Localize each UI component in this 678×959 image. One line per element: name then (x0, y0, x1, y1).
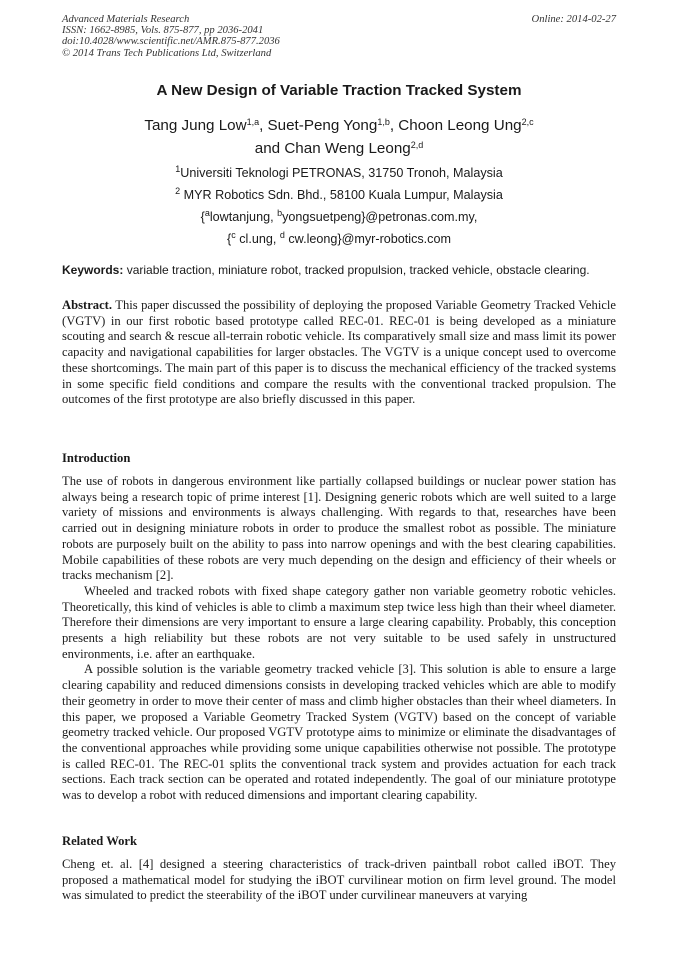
affil-number: 1 (175, 164, 181, 174)
abstract-paragraph (62, 298, 616, 408)
author-conjunction: and (254, 139, 285, 157)
paragraph: Cheng et. al. [4] designed a steering characteristics of track-driven paintball robot called iBOT. They proposed a mathematical model for studying the iBOT curvilinear motion on firm level ground. The model was simulated to predict the steerability of the iBOT under curvilinear maneuvers at varying (62, 857, 616, 903)
introduction-body (62, 474, 616, 804)
affiliation-1 (0, 162, 678, 184)
abstract-label: Abstract. (62, 298, 113, 312)
author-affil-mark: 2,c (521, 117, 534, 127)
doi-line: doi:10.4028/www.scientific.net/AMR.875-877.2036 (62, 36, 280, 48)
copyright-line: © 2014 Trans Tech Publications Ltd, Switzerland (62, 47, 272, 59)
section-heading-related-work: Related Work (62, 834, 137, 848)
affil-number: 2 (175, 186, 181, 196)
email-mark: b (277, 208, 283, 218)
author-name: Choon Leong Ung (398, 117, 522, 134)
paragraph: A possible solution is the variable geometry tracked vehicle [3]. This solution is able to ensure a large clearing capability and reduced dimensions consists in developing tracked vehicles which are able to modify their geometry in order to move their center of mass and climb higher obstacles than their wheel diameters. In this paper, we proposed a Variable Geometry Tracked System (VGTV) based on the concept of variable geometry tracked vehicle. Our proposed VGTV prototype aims to minimize or eliminate the disadvantages of the conventional approaches while providing some unique capabilities otherwise not possible. The prototype is called REC-01. The REC-01 splits the conventional track system and provides actuation for each track sections. Each track section can be operated and rotated independently. The goal of our miniature prototype was to develop a robot with reduced dimensions and important clearing capability. (62, 662, 616, 803)
author-separator: , (259, 117, 268, 134)
author-affil-mark: 1,b (377, 117, 390, 127)
email-line-1 (0, 206, 678, 228)
email-text: cl.ung, (235, 232, 280, 246)
email-mark: d (279, 230, 285, 240)
author-affil-mark: 2,d (410, 139, 424, 150)
email-text: lowtanjung, (209, 210, 278, 224)
brace: { (200, 210, 205, 224)
author-name: Chan Weng Leong (284, 139, 411, 157)
email-text: cw.leong}@myr-robotics.com (284, 232, 451, 246)
email-mark: a (204, 208, 210, 218)
author-list (0, 115, 678, 160)
email-line-2 (0, 228, 678, 250)
keywords-text: variable traction, miniature robot, tracked propulsion, tracked vehicle, obstacle clearing. (123, 263, 590, 277)
author-separator: , (389, 117, 399, 134)
affil-text: MYR Robotics Sdn. Bhd., 58100 Kuala Lumpur, Malaysia (183, 188, 503, 202)
brace: { (227, 232, 232, 246)
journal-header (62, 14, 616, 59)
author-name: Suet-Peng Yong (267, 117, 378, 134)
online-date: Online: 2014-02-27 (531, 14, 616, 25)
keywords-line (62, 263, 616, 277)
journal-name: Advanced Materials Research (62, 14, 190, 25)
paper-title: A New Design of Variable Traction Tracked System (156, 82, 522, 99)
affiliation-block (0, 162, 678, 250)
paragraph: Wheeled and tracked robots with fixed shape category gather non variable geometry robotic vehicles. Theoretically, this kind of vehicles is able to climb a maximum step twice less high than their wheel diameter. Therefore their dimensions are very important to ensure a large clearing capability. Probably, this conception presents a high reliability but these robots are not very suitable to be used safely in unstructured environments, i.e. after an earthquake. (62, 583, 616, 661)
affil-text: Universiti Teknologi PETRONAS, 31750 Tronoh, Malaysia (180, 166, 503, 180)
issn-line: ISSN: 1662-8985, Vols. 875-877, pp 2036-2041 (62, 25, 264, 37)
paragraph: The use of robots in dangerous environment like partially collapsed buildings or nuclear power station has always being a research topic of prime interest [1]. Designing generic robots which are well suited to a large variety of missions and environments is always challenging. With regards to that, researches have been carried out in designing miniature robots in order to produce the smallest robot as possible. The miniature robots are purposely built on the ability to pass into narrow openings and with the best clearing capabilities. Mobile capabilities of these robots are very much depending on the design and efficiency of their wheels or tracks mechanism [2]. (62, 474, 616, 583)
email-mark: c (231, 230, 236, 240)
section-heading-introduction: Introduction (62, 451, 131, 465)
email-text: yongsuetpeng}@petronas.com.my, (282, 210, 478, 224)
keywords-label: Keywords: (62, 263, 124, 277)
author-name: Tang Jung Low (144, 117, 247, 134)
author-affil-mark: 1,a (246, 117, 260, 127)
affiliation-2 (0, 184, 678, 206)
abstract-text: This paper discussed the possibility of deploying the proposed Variable Geometry Tracked Vehicle (VGTV) in our first robotic based prototype called REC-01. REC-01 is being developed as a miniature scouting and search & rescue all-terrain robotic vehicle. Its comparatively small size and mass limit its power capacity and navigational capabilities for larger obstacles. The VGTV is a unique concept used to overcome these shortcomings. The main part of this paper is to discuss the mechanical efficiency of the tracked systems in some specific field conditions and compare the results with the conventional tracked propulsion. The outcomes of the first prototype are also briefly discussed in this paper. (62, 298, 616, 407)
related-work-body (62, 857, 616, 904)
